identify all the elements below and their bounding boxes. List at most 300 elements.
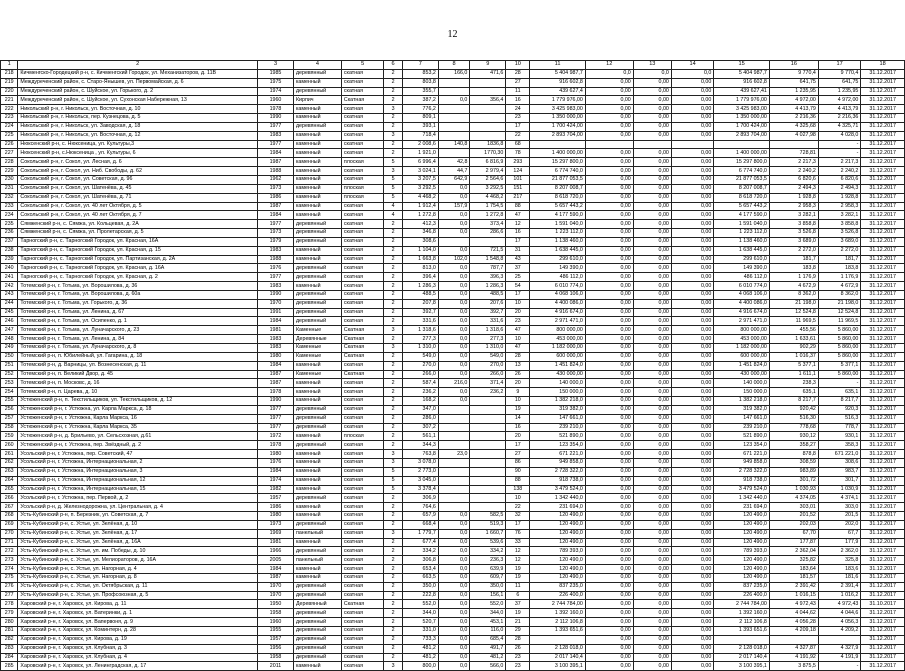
table-cell: 800,0 [402,662,438,671]
table-cell: 0,00 [585,432,633,441]
column-number: 10 [506,61,530,70]
table-cell: 0,00 [585,503,633,512]
table-cell: 0,0 [438,344,470,353]
table-cell: 4 177 590,0 [714,211,770,220]
table-cell: 21 877 053,5 [714,175,770,184]
table-cell: 263 [1,467,18,476]
table-cell: 787,7 [470,264,506,273]
table-cell: 0,00 [585,184,633,193]
table-row [1,114,905,123]
table-cell: Харовский р-н, г. Харовск, ул. Коминтерн, д. 28 [18,627,258,636]
table-cell: 3 875,5 [769,662,818,671]
table-cell: скатная [341,423,383,432]
table-cell: 220 [1,87,18,96]
table-cell: 1 235,95 [769,87,818,96]
table-cell: 4 672,9 [769,282,818,291]
table-cell: скатная [341,149,383,158]
table-cell: 2 [384,361,403,370]
table-cell: 325,8 [818,556,860,565]
table-cell: 6 820,6 [769,175,818,184]
table-cell: 0,0 [438,662,470,671]
table-cell: скатная [341,114,383,123]
table-cell: 4 191,9 [818,653,860,662]
table-cell: 2 [384,87,403,96]
table-cell: 31.12.2017 [861,397,905,406]
table-cell: 0,00 [633,556,671,565]
table-cell: 539,6 [470,538,506,547]
table-cell: Сямженский р-н, с. Сямжа, ул. Пролетарская, д. 5 [18,229,258,238]
table-cell: 2 017 140,4 [714,653,770,662]
table-cell: 231 [1,184,18,193]
table-cell: скатная [341,573,383,582]
table-cell: 269 [1,520,18,529]
table-cell: Сокольский р-н, г. Сокол, ул. Ниб. Свободы, д. 62 [18,167,258,176]
table-cell: 31.12.2017 [861,202,905,211]
table-cell: 0,00 [671,149,713,158]
table-cell: 0,00 [633,114,671,123]
table-cell: 4 468,2 [470,193,506,202]
table-cell: 0,00 [585,609,633,618]
table-cell [470,87,506,96]
table-cell: 0,00 [671,220,713,229]
table-row [1,149,905,158]
table-cell: 31.12.2017 [861,635,905,644]
table-cell: 0,00 [633,441,671,450]
table-cell: 261 [1,450,18,459]
table-cell: 0,00 [671,122,713,131]
table-cell: скатная [341,87,383,96]
table-cell: 0,00 [671,114,713,123]
table-cell: 668,4 [402,520,438,529]
table-cell: 293 [506,158,530,167]
table-cell: 983,7 [818,467,860,476]
table-cell: 4 209,18 [769,627,818,636]
table-cell: 0,00 [633,290,671,299]
table-cell: 219 [1,78,18,87]
table-cell: 1 350 000,00 [714,114,770,123]
table-cell: скатная [341,485,383,494]
table-cell: 268 [1,512,18,521]
table-cell: 31.12.2017 [861,538,905,547]
table-cell: 325,82 [769,556,818,565]
table-cell: 0,00 [633,308,671,317]
table-cell: 0,00 [585,158,633,167]
table-cell: 31.12.2017 [861,653,905,662]
table-cell: Харовский р-н, г. Харовск, ул. Кирова, д. 11 [18,600,258,609]
table-row [1,299,905,308]
table-cell: 1 392 160,0 [530,609,586,618]
table-cell: 31.12.2017 [861,432,905,441]
table-cell: каменный [293,388,341,397]
table-cell: скатная [341,635,383,644]
table-cell: 764,6 [402,503,438,512]
table-cell: 260 [1,441,18,450]
table-cell: 11 [506,582,530,591]
table-cell: 657,9 [402,512,438,521]
table-cell: Усть-Кубинский р-н, с. Устье, ул. Нагорная, д. 8 [18,573,258,582]
table-row [1,352,905,361]
table-cell: 0,00 [633,184,671,193]
table-cell: 0,00 [671,317,713,326]
table-cell: 31.12.2017 [861,405,905,414]
table-cell: скатная [341,494,383,503]
table-cell: 0,00 [633,388,671,397]
table-cell: 4 [384,202,403,211]
table-cell: 120 490,0 [530,538,586,547]
table-cell: 90 [506,467,530,476]
table-cell: 2 [384,78,403,87]
table-cell: 147 661,0 [530,414,586,423]
table-cell: Тотемский р-н, г. Тотьма, ул. Ленина, д. 67 [18,308,258,317]
table-row [1,140,905,149]
table-cell: 2 272,0 [818,246,860,255]
table-cell: 8 362,0 [769,290,818,299]
table-cell: Усольский р-н, д. Железнодорожна, ул. Центральная, д. 4 [18,503,258,512]
table-cell: 2 [384,299,403,308]
table-cell: 232 [1,193,18,202]
table-cell: 486 112,0 [530,273,586,282]
table-cell: Устюженский р-н, п. Текстильщиков, ул. Текстильщиков, д. 12 [18,397,258,406]
table-cell: скатная [341,361,383,370]
table-cell: скатная [341,237,383,246]
table-cell: 1985 [258,69,294,78]
table-cell: 299 610,0 [714,255,770,264]
table-cell [470,131,506,140]
table-cell: 67,7 [818,529,860,538]
table-cell: деревянный [293,582,341,591]
table-cell: 278 [1,600,18,609]
table-cell: 0,00 [671,635,713,644]
table-row [1,467,905,476]
table-row [1,317,905,326]
table-row [1,485,905,494]
table-cell [470,114,506,123]
table-cell: 471,6 [470,69,506,78]
table-cell: деревянный [293,122,341,131]
table-cell: 2 [384,573,403,582]
table-row [1,237,905,246]
table-cell: 6 996,4 [402,158,438,167]
table-cell: 809,1 [402,114,438,123]
table-cell: 2 217,3 [769,158,818,167]
table-cell: 233 [1,202,18,211]
table-cell: 350,0 [402,582,438,591]
table-cell: скатная [341,211,383,220]
table-cell: 0,00 [633,167,671,176]
table-cell: 1984 [258,211,294,220]
column-number: 14 [671,61,713,70]
table-cell: 0,0 [438,582,470,591]
table-cell: 481,2 [402,653,438,662]
table-cell: 837 235,0 [714,582,770,591]
table-cell: 1977 [258,423,294,432]
table-cell: 120 490,0 [714,556,770,565]
table-cell: 31.12.2017 [861,184,905,193]
table-cell: 31.12.2017 [861,211,905,220]
table-cell: скатная [341,131,383,140]
table-cell: 280 [1,618,18,627]
table-cell: 183,64 [769,565,818,574]
table-cell: 32 [506,512,530,521]
table-cell [438,441,470,450]
table-cell: 0,00 [633,282,671,291]
table-cell: 1950 [258,600,294,609]
table-cell: 241 [1,273,18,282]
table-cell: 1960 [258,618,294,627]
table-cell: 78 [506,149,530,158]
table-cell: 0,00 [671,229,713,238]
table-row [1,308,905,317]
table-cell: 718,4 [402,131,438,140]
table-cell: 31.12.2017 [861,388,905,397]
table-cell: 4 056,3 [818,618,860,627]
table-row [1,388,905,397]
table-cell [438,114,470,123]
table-cell: 37 [506,264,530,273]
table-cell: 0,00 [671,644,713,653]
table-cell: 140,8 [438,140,470,149]
table-cell: 225 [1,131,18,140]
table-cell: 334,2 [470,547,506,556]
table-cell: 4 672,9 [818,282,860,291]
table-cell: 0,00 [633,87,671,96]
table-cell: Тотемский р-н, г. Тотьма, ул. Луначарского, д. 23 [18,326,258,335]
table-cell: 1 548,8 [470,255,506,264]
table-cell: 11 969,5 [769,317,818,326]
table-cell: 1984 [258,317,294,326]
table-cell: 17 [506,290,530,299]
table-cell: 1 223 112,0 [530,229,586,238]
table-cell: 303,0 [818,503,860,512]
table-cell: 853,2 [402,69,438,78]
table-cell: 31.12.2017 [861,122,905,131]
table-cell: 267 [1,503,18,512]
table-cell: 149 390,0 [714,264,770,273]
table-cell: Междуреченский район, с. Шуйское, ул. Сухонская Набережная, 13 [18,96,258,105]
table-cell: 0,00 [585,467,633,476]
table-cell: 0,00 [585,361,633,370]
table-cell: 274 [1,565,18,574]
table-cell: 0,00 [633,565,671,574]
table-cell: 0,00 [633,503,671,512]
table-cell: 728,81 [769,149,818,158]
table-cell: 0,00 [633,582,671,591]
table-cell: 31.12.2017 [861,264,905,273]
table-cell: Кирпич [293,96,341,105]
table-cell: 9 770,4 [818,69,860,78]
table-cell: 3 526,8 [769,229,818,238]
table-cell: 19 [506,405,530,414]
table-cell: 1977 [258,122,294,131]
table-cell: 3 479 524,0 [714,485,770,494]
table-cell: каменный [293,379,341,388]
table-cell: 0,00 [671,167,713,176]
table-cell: 0,00 [633,344,671,353]
table-cell: - [818,140,860,149]
table-cell: каменный [293,538,341,547]
table-cell: 920,3 [818,405,860,414]
table-cell: 396,3 [470,273,506,282]
table-cell: 803,8 [402,78,438,87]
table-cell: 0,00 [671,308,713,317]
table-cell: каменный [293,503,341,512]
table-cell: 2 216,36 [769,114,818,123]
table-cell: 0,00 [633,432,671,441]
table-cell: 0,00 [585,556,633,565]
table-cell: 653,4 [402,565,438,574]
table-cell: 373,4 [470,220,506,229]
table-cell: 552,0 [470,600,506,609]
table-cell: 31.12.2017 [861,114,905,123]
table-cell: Деревянные [293,335,341,344]
table-cell: 0,0 [438,565,470,574]
table-cell: 2 [384,282,403,291]
table-cell: 0,00 [633,158,671,167]
table-cell: 5 860,00 [818,344,860,353]
table-cell: 0,00 [671,591,713,600]
table-cell: 120 490,0 [530,573,586,582]
table-cell: 281 [1,627,18,636]
table-cell: 916 602,8 [714,78,770,87]
table-cell: 226 400,0 [714,591,770,600]
table-cell: 138 [506,485,530,494]
table-cell: 22 [506,131,530,140]
table-cell: 31.12.2017 [861,175,905,184]
table-cell: 0,00 [671,335,713,344]
table-cell: скатная [341,229,383,238]
table-cell: 286,0 [402,414,438,423]
table-cell: 0,0 [438,397,470,406]
table-cell: 520,7 [402,618,438,627]
table-cell [438,432,470,441]
table-cell: 1979 [258,237,294,246]
table-cell: 2 362,0 [818,547,860,556]
table-cell: 299 610,0 [530,255,586,264]
table-cell: 4 044,62 [769,609,818,618]
table-cell: 120 490,0 [714,565,770,574]
table-cell: 3 [384,326,403,335]
table-cell: 0,00 [633,237,671,246]
table-cell [470,122,506,131]
table-cell: Сокольский р-н, г. Сокол, ул. Лесная, д. 6 [18,158,258,167]
table-cell: 1962 [258,175,294,184]
table-cell: 239 210,0 [530,423,586,432]
table-cell: 2 [384,414,403,423]
table-cell: 253 [1,379,18,388]
table-cell: 31.12.2017 [861,87,905,96]
table-cell: 0,0 [438,538,470,547]
table-cell: 2 [384,229,403,238]
table-row [1,662,905,671]
table-cell: панельный [293,529,341,538]
table-cell: скатная [341,405,383,414]
table-cell: 763,8 [402,450,438,459]
table-cell: 0,0 [438,317,470,326]
table-cell: 5 [384,175,403,184]
table-cell: 31.12.2017 [861,78,905,87]
table-cell: 983,89 [769,467,818,476]
table-cell: 319 382,0 [530,405,586,414]
table-row [1,458,905,467]
table-cell: 0,0 [438,352,470,361]
table-cell: 1966 [258,547,294,556]
table-cell: 2 008,6 [402,140,438,149]
table-cell: каменный [293,450,341,459]
table-cell: 453,1 [470,618,506,627]
table-cell [530,140,586,149]
table-cell: 0,00 [671,520,713,529]
table-cell: 257 [1,414,18,423]
table-cell [470,405,506,414]
table-cell: 31.12.2017 [861,370,905,379]
table-cell: 4 972,43 [769,600,818,609]
table-cell: 0,00 [671,273,713,282]
table-cell: 2 217,3 [818,158,860,167]
table-cell: 0,00 [585,211,633,220]
table-cell: 3 292,5 [402,184,438,193]
table-cell: 2 [384,503,403,512]
table-cell: 31.12.2017 [861,282,905,291]
table-cell: 202,03 [769,520,818,529]
table-cell: Сокольский р-н, г. Сокол, ул. Советская, д. 96 [18,175,258,184]
table-cell: 1 176,9 [769,273,818,282]
table-cell: 8 217,7 [769,397,818,406]
table-cell: 331,0 [402,627,438,636]
table-row [1,573,905,582]
table-cell: 3 282,1 [769,211,818,220]
table-cell: 8 207 008,7 [530,184,586,193]
table-cell: 28 [506,352,530,361]
table-cell: 250 [1,352,18,361]
table-cell: плоская [341,193,383,202]
table-cell: 3 [384,458,403,467]
table-cell: 31.12.2017 [861,220,905,229]
table-cell: каменный [293,662,341,671]
table-cell: 0,00 [585,388,633,397]
table-cell: 1977 [258,405,294,414]
table-cell: Никольский р-н, г. Никольск, ул. Восточная, д. 12 [18,131,258,140]
table-cell: Скатная [341,344,383,353]
table-cell: Усольский р-н, г. Устюжна, Интернациональная, 12 [18,476,258,485]
table-cell: каменный [293,175,341,184]
table-cell: Нюксенский р-н, с.Нюксеница , ул. Культуры, 6 [18,149,258,158]
table-cell: 0,00 [671,282,713,291]
table-cell: 3 207,5 [402,175,438,184]
table-cell: 0,00 [633,361,671,370]
table-cell: Тотемский р-н, д. Варницы, ул. Вознесенская, д. 11 [18,361,258,370]
table-cell: 1 393 651,6 [530,627,586,636]
table-cell: 0,00 [633,476,671,485]
table-cell: 0,00 [585,538,633,547]
table-cell: 1 779,7 [402,529,438,538]
table-cell: 243 [1,290,18,299]
table-cell: 2 [384,352,403,361]
table-cell: 1987 [258,202,294,211]
table-cell: 0,00 [671,653,713,662]
table-row [1,193,905,202]
table-cell: 1988 [258,255,294,264]
table-cell: 1970 [258,299,294,308]
table-cell: 1 310,0 [470,344,506,353]
table-cell: 2 [384,432,403,441]
table-cell: 347,0 [402,405,438,414]
table-row [1,202,905,211]
table-cell: 582,5 [470,512,506,521]
table-cell: 0,0 [438,609,470,618]
table-cell: Никольский р-н, г. Никольск, ул. Заводская, д. 18 [18,122,258,131]
table-cell: Каменные [293,370,341,379]
table-cell: 4 400 086,0 [714,299,770,308]
